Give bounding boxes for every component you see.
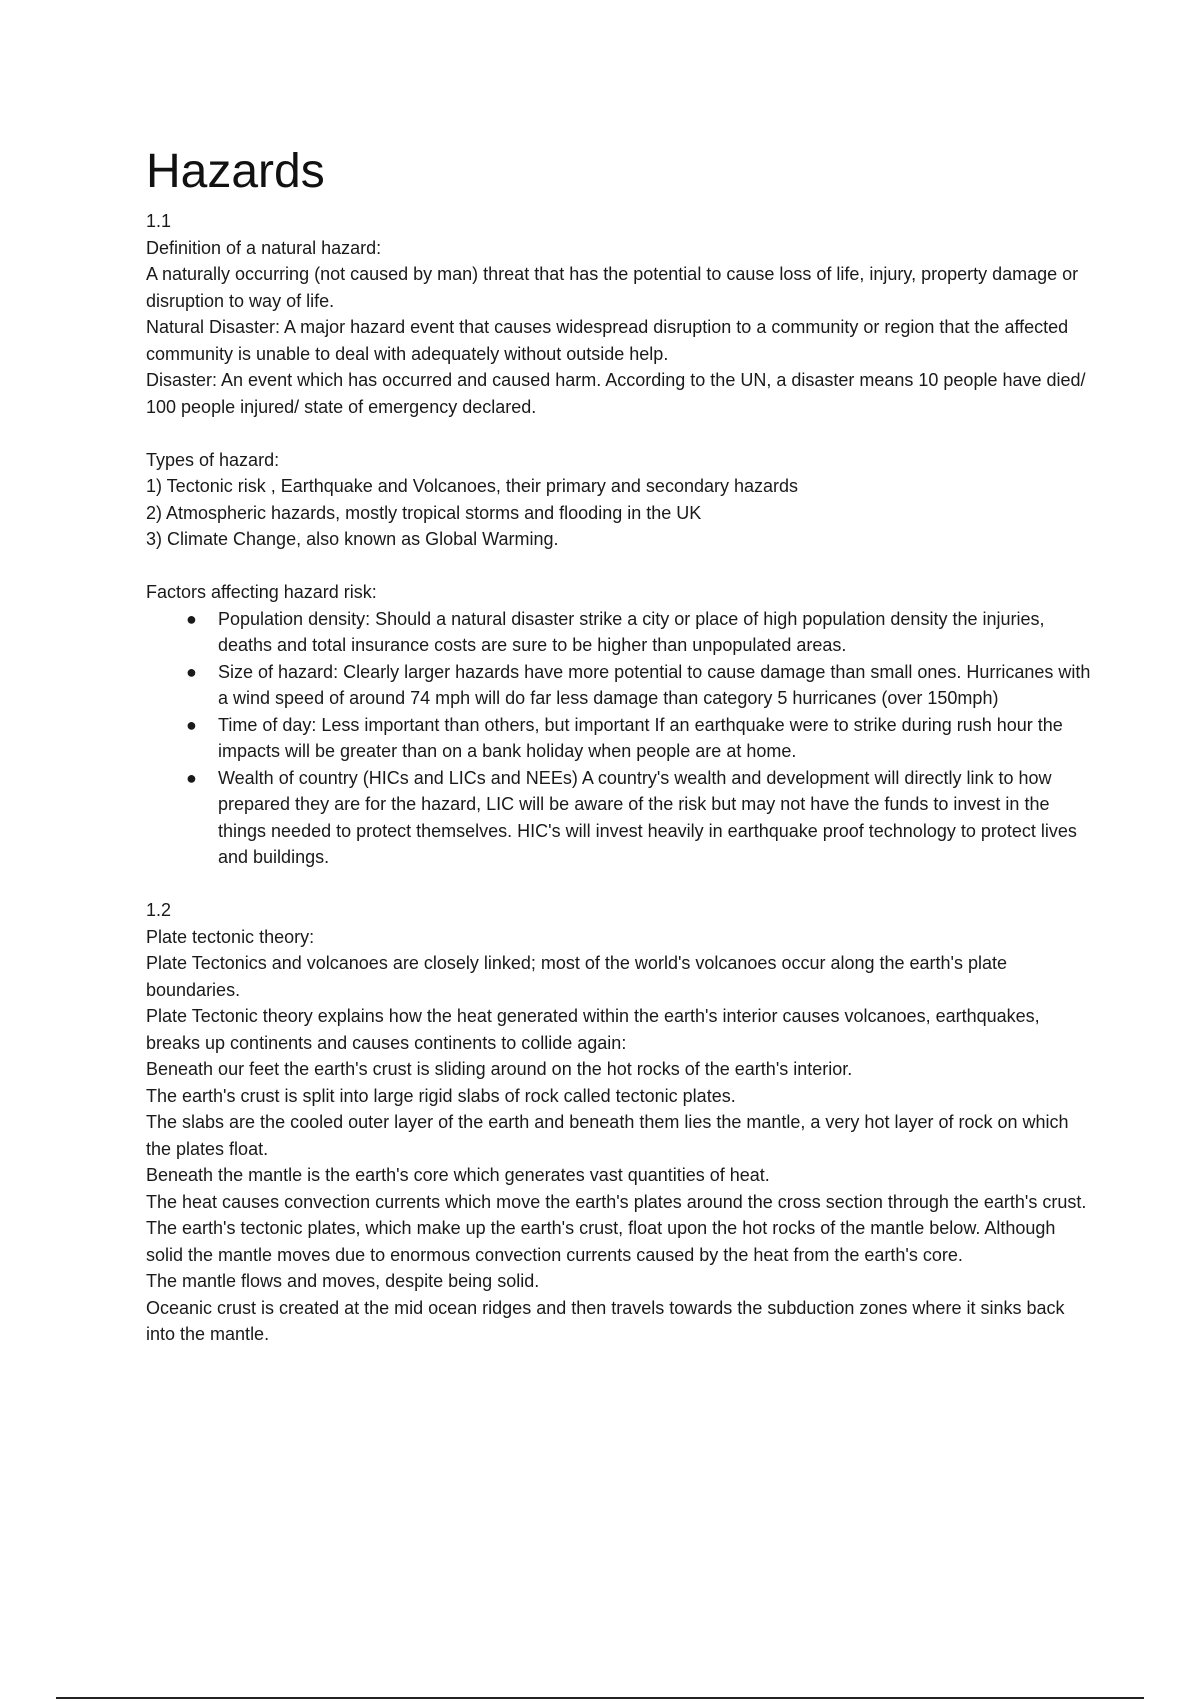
page-title: Hazards <box>146 145 325 198</box>
paragraph-line: The heat causes convection currents which move the earth's plates around the cross section through the earth's crust. <box>146 1191 1087 1212</box>
paragraph-line: The earth's tectonic plates, which make up the earth's crust, float upon the hot rocks of the mantle below. Although solid the mantle moves due to enormous convection currents caused by the heat from the earth's core. <box>146 1218 1056 1265</box>
section-number: 1.1 <box>146 211 172 231</box>
footer-divider <box>56 1697 1144 1699</box>
paragraph-line: The slabs are the cooled outer layer of the earth and beneath them lies the mantle, a very hot layer of rock on which the plates float. <box>146 1112 1069 1159</box>
paragraph-line: The earth's crust is split into large rigid slabs of rock called tectonic plates. <box>146 1085 736 1106</box>
spacer <box>146 553 1096 580</box>
list-item-text: Population density: Should a natural disaster strike a city or place of high population density the injuries, deaths and total insurance costs are sure to be higher than unpopulated areas. <box>218 608 1045 655</box>
list-item <box>186 765 1096 871</box>
types-item: 3) Climate Change, also known as Global Warming. <box>146 529 559 549</box>
list-item <box>186 712 1096 765</box>
spacer <box>146 871 1096 898</box>
bullet-icon: ● <box>186 714 197 735</box>
types-heading: Types of hazard: <box>146 449 280 470</box>
bullet-icon: ● <box>186 767 197 788</box>
paragraph-line: Disaster: An event which has occurred and caused harm. According to the UN, a disaster means 10 people have died/ 100 people injured/ state of emergency declared. <box>146 370 1086 417</box>
types-item: 2) Atmospheric hazards, mostly tropical storms and flooding in the UK <box>146 502 702 523</box>
paragraph-line: Beneath the mantle is the earth's core which generates vast quantities of heat. <box>146 1165 770 1185</box>
paragraph-line: Plate tectonic theory: <box>146 926 315 947</box>
list-item-text: Time of day: Less important than others, but important If an earthquake were to strike during rush hour the impacts will be greater than on a bank holiday when people are at home. <box>218 714 1063 761</box>
list-item-text: Wealth of country (HICs and LICs and NEEs) A country's wealth and development will directly link to how prepared they are for the hazard, LIC will be aware of the risk but may not have the funds to invest in the things needed to protect themselves. HIC's will invest heavily in earthquake proof technology to protect lives and buildings. <box>218 767 1077 867</box>
list-item-text: Size of hazard: Clearly larger hazards have more potential to cause damage than small ones. Hurricanes with a wind speed of around 74 mph will do far less damage than category 5 hurricanes (over 150mph) <box>218 661 1091 708</box>
bullet-icon: ● <box>186 661 197 682</box>
paragraph-line: Oceanic crust is created at the mid ocean ridges and then travels towards the subduction zones where it sinks back into the mantle. <box>146 1297 1065 1344</box>
paragraph-line: Plate Tectonics and volcanoes are closely linked; most of the world's volcanoes occur along the earth's plate boundaries. <box>146 953 1008 1000</box>
paragraph-line: The mantle flows and moves, despite being solid. <box>146 1271 540 1291</box>
list-item <box>186 606 1096 659</box>
paragraph-line: Plate Tectonic theory explains how the heat generated within the earth's interior causes volcanoes, earthquakes, breaks up continents and causes continents to collide again: <box>146 1006 1040 1053</box>
factors-list <box>146 606 1096 871</box>
spacer <box>146 420 1096 447</box>
paragraph-line: Natural Disaster: A major hazard event that causes widespread disruption to a community or region that the affected community is unable to deal with adequately without outside help. <box>146 317 1069 364</box>
paragraph-line: A naturally occurring (not caused by man) threat that has the potential to cause loss of life, injury, property damage or disruption to way of life. <box>146 264 1079 311</box>
section-1-1 <box>146 208 1096 871</box>
paragraph-line: Beneath our feet the earth's crust is sliding around on the hot rocks of the earth's interior. <box>146 1059 853 1079</box>
bullet-icon: ● <box>186 608 197 629</box>
list-item <box>186 659 1096 712</box>
factors-heading: Factors affecting hazard risk: <box>146 582 377 602</box>
paragraph-line: Definition of a natural hazard: <box>146 237 382 258</box>
section-1-2 <box>146 897 1096 1348</box>
types-item: 1) Tectonic risk , Earthquake and Volcanoes, their primary and secondary hazards <box>146 476 799 496</box>
section-number: 1.2 <box>146 900 172 920</box>
document-page <box>146 140 1096 1348</box>
